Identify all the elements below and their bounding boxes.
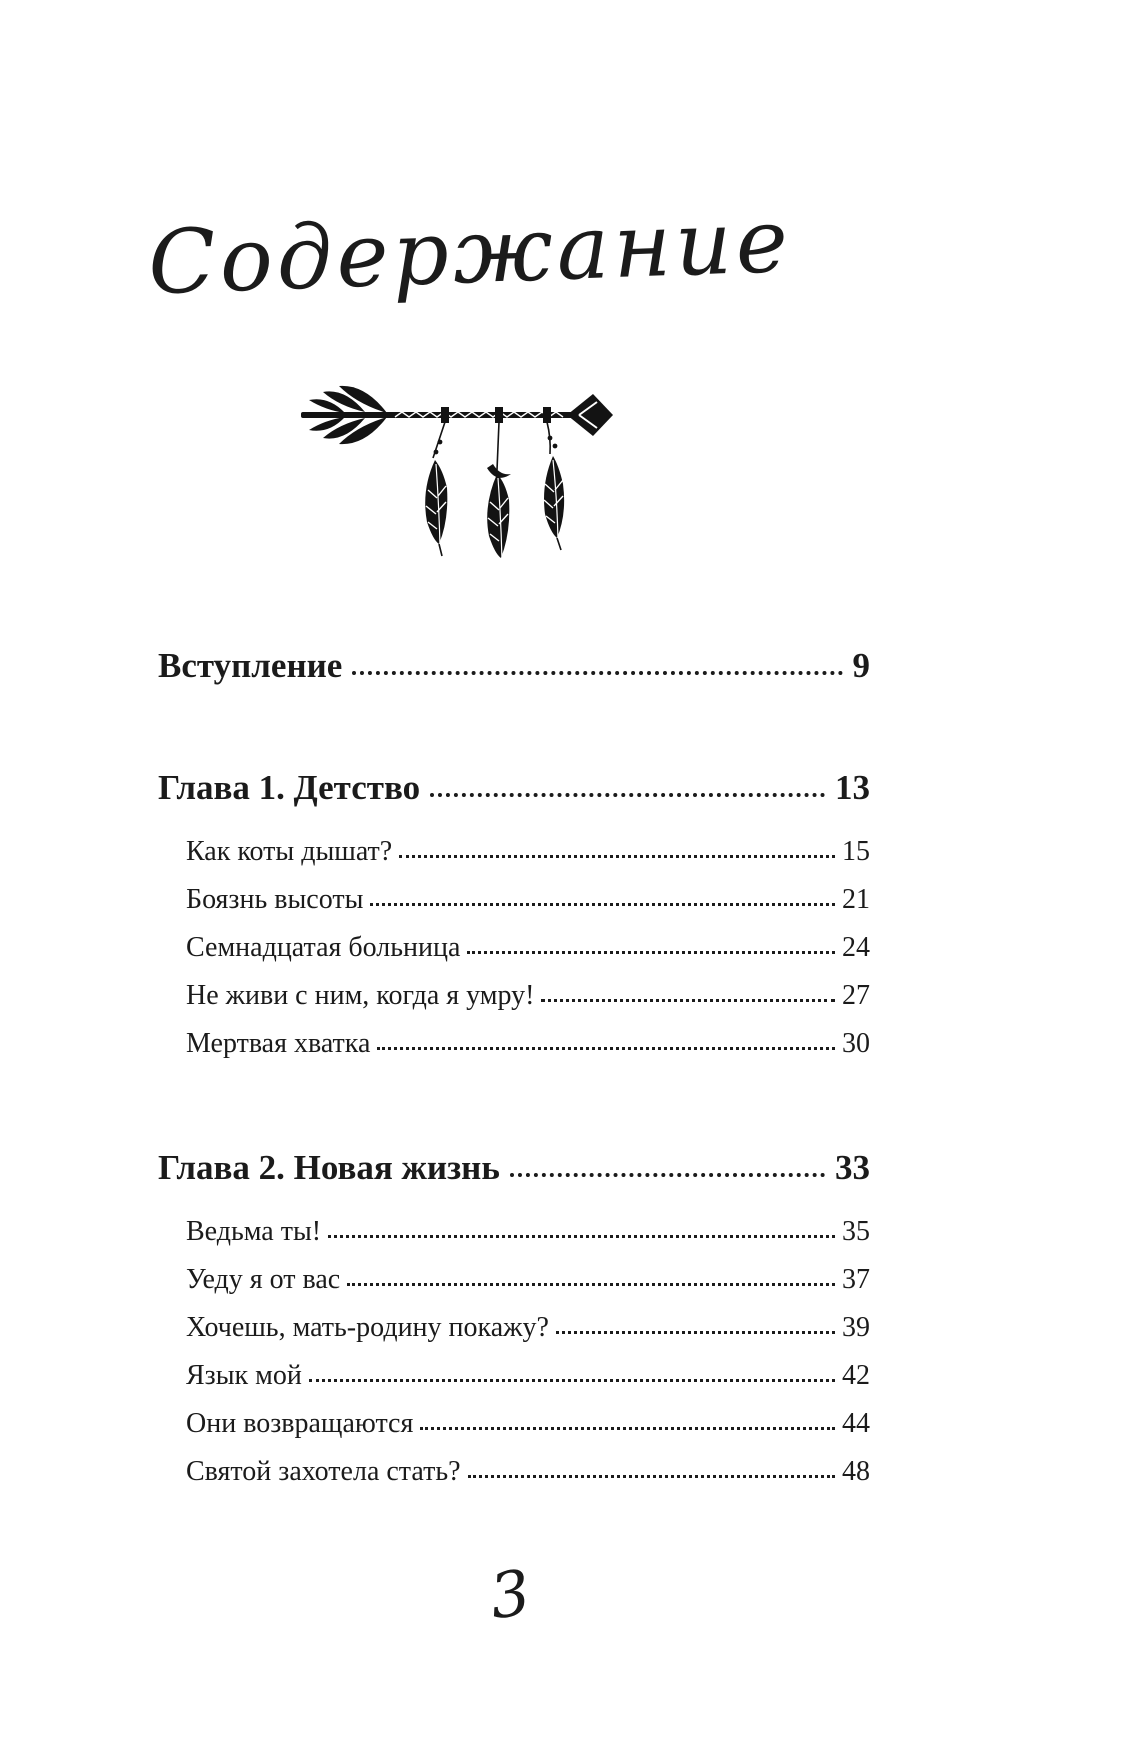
toc-entry-row xyxy=(158,1448,870,1496)
dot-leader xyxy=(468,1475,835,1478)
dot-leader xyxy=(370,903,835,906)
toc-intro-label: Вступление xyxy=(158,646,343,685)
toc-chapter-label: Глава 2. Новая жизнь xyxy=(158,1148,500,1187)
toc-page-number: 30 xyxy=(842,1028,870,1059)
toc-entry-label: Язык мой xyxy=(186,1360,302,1391)
toc-page-number: 24 xyxy=(842,932,870,963)
toc-entry-label: Семнадцатая больница xyxy=(186,932,461,963)
toc-entry-row xyxy=(158,1020,870,1068)
toc-page-number: 48 xyxy=(842,1456,870,1487)
section-spacer xyxy=(158,1068,870,1142)
dot-leader xyxy=(420,1427,835,1430)
toc-entry-label: Не живи с ним, когда я умру! xyxy=(186,980,535,1011)
dot-leader xyxy=(430,793,825,797)
dot-leader xyxy=(556,1331,835,1334)
toc-page-number: 9 xyxy=(852,646,870,685)
toc-chapter-label: Глава 1. Детство xyxy=(158,768,421,807)
toc-entry-label: Боязнь высоты xyxy=(186,884,364,915)
dot-leader xyxy=(377,1047,835,1050)
toc-page-number: 39 xyxy=(842,1312,870,1343)
toc-entry-row xyxy=(158,1208,870,1256)
toc-entry-label: Они возвращаются xyxy=(186,1408,414,1439)
toc-page-number: 44 xyxy=(842,1408,870,1439)
toc-entry-row xyxy=(158,924,870,972)
toc-entry-label: Ведьма ты! xyxy=(186,1216,322,1247)
toc-entry-row xyxy=(158,1400,870,1448)
table-of-contents xyxy=(158,640,870,1496)
dot-leader xyxy=(541,999,835,1002)
toc-page-number: 15 xyxy=(842,836,870,867)
script-folio-page-number: 3 xyxy=(485,1555,535,1634)
dot-leader xyxy=(510,1173,825,1177)
dot-leader xyxy=(328,1235,835,1238)
toc-entry-row xyxy=(158,1352,870,1400)
toc-entry-row xyxy=(158,1256,870,1304)
dot-leader xyxy=(399,855,835,858)
toc-page-number: 42 xyxy=(842,1360,870,1391)
toc-entry-label: Уеду я от вас xyxy=(186,1264,341,1295)
toc-entry-label: Мертвая хватка xyxy=(186,1028,371,1059)
toc-entry-label: Хочешь, мать-родину покажу? xyxy=(186,1312,549,1343)
arrow-feathers-ornament-icon xyxy=(295,372,625,562)
toc-chapter-row xyxy=(158,1142,870,1194)
dot-leader xyxy=(347,1283,835,1286)
contents-title: Содержание xyxy=(146,188,794,315)
toc-entry-row xyxy=(158,876,870,924)
toc-page-number: 37 xyxy=(842,1264,870,1295)
chapter-2-block xyxy=(158,1142,870,1496)
dot-leader xyxy=(309,1379,835,1382)
toc-chapter-row xyxy=(158,762,870,814)
toc-page-number: 33 xyxy=(835,1148,870,1187)
chapter-1-block xyxy=(158,762,870,1068)
toc-page-number: 35 xyxy=(842,1216,870,1247)
toc-page-number: 21 xyxy=(842,884,870,915)
toc-entry-label: Как коты дышат? xyxy=(186,836,393,867)
toc-entry-row xyxy=(158,972,870,1020)
toc-intro-row xyxy=(158,640,870,692)
toc-entry-row xyxy=(158,1304,870,1352)
dot-leader xyxy=(352,671,842,675)
toc-page-number: 13 xyxy=(835,768,870,807)
toc-entry-label: Святой захотела стать? xyxy=(186,1456,461,1487)
toc-entry-row xyxy=(158,828,870,876)
dot-leader xyxy=(467,951,835,954)
toc-page-number: 27 xyxy=(842,980,870,1011)
